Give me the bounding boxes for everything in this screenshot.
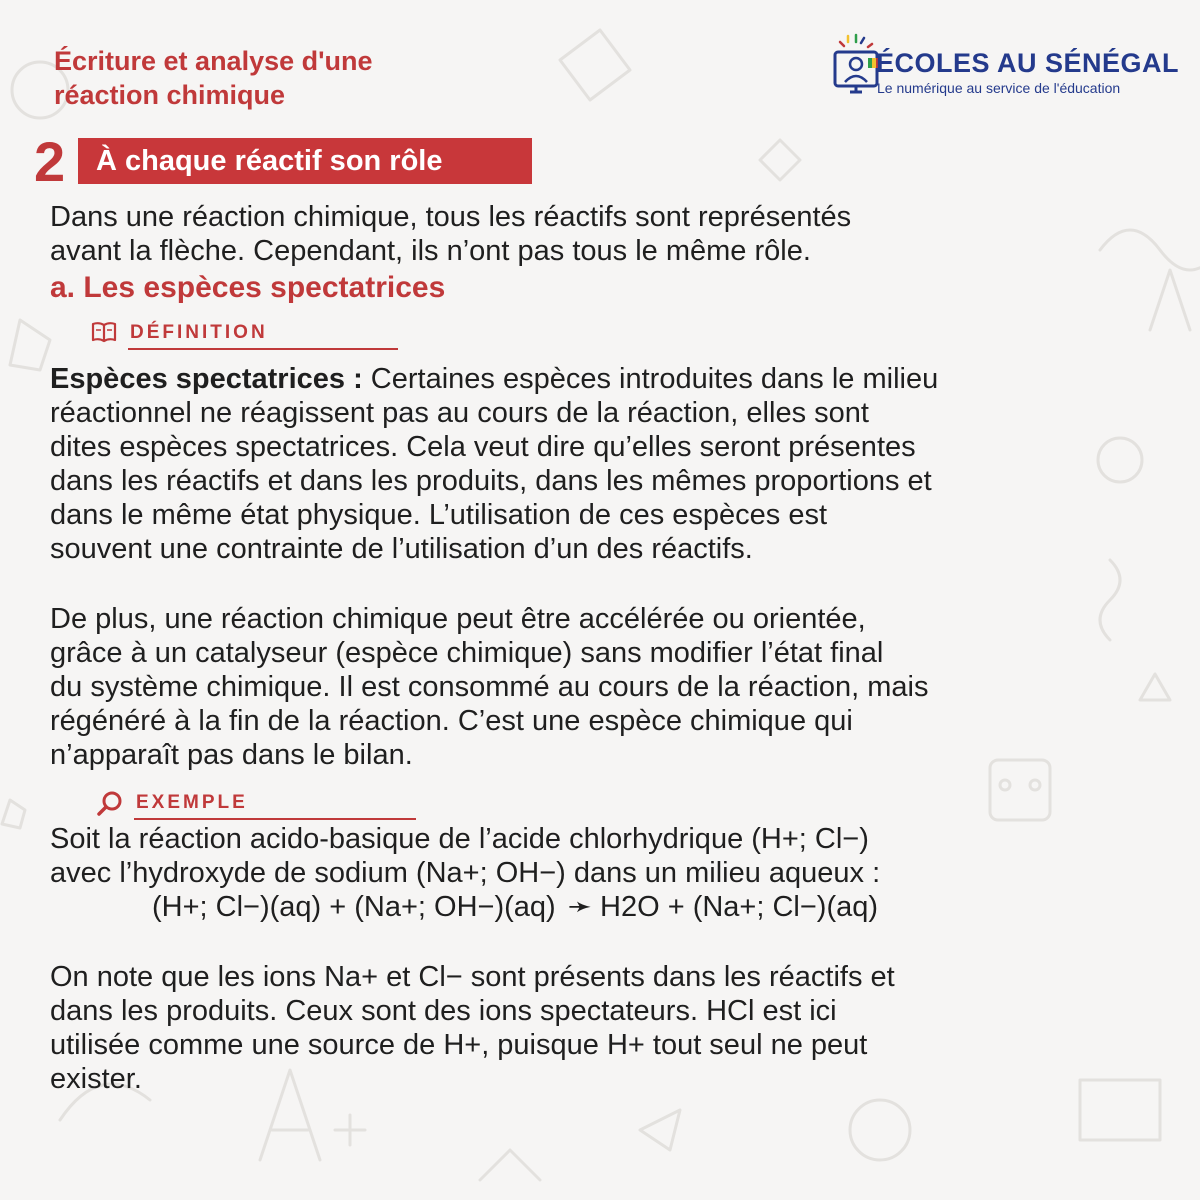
topic-title-line-1: Écriture et analyse d'une bbox=[54, 46, 373, 76]
reaction-arrow-icon: ➛ bbox=[567, 891, 593, 923]
definition-label: DÉFINITION bbox=[130, 322, 268, 343]
example-label: EXEMPLE bbox=[136, 792, 248, 813]
intro-line: avant la flèche. Cependant, ils n’ont pas tous le même rôle. bbox=[50, 235, 811, 267]
magnifier-icon bbox=[96, 790, 124, 818]
note-paragraph bbox=[50, 960, 1160, 1096]
intro-paragraph bbox=[50, 200, 1160, 268]
catalyst-line: du système chimique. Il est consommé au cours de la réaction, mais bbox=[50, 671, 929, 703]
definition-term: Espèces spectatrices : bbox=[50, 363, 363, 395]
catalyst-line: De plus, une réaction chimique peut être accélérée ou orientée, bbox=[50, 603, 866, 635]
definition-line: dans le même état physique. L’utilisation de ces espèces est bbox=[50, 499, 828, 531]
catalyst-paragraph bbox=[50, 602, 1160, 772]
note-line: On note que les ions Na+ et Cl− sont présents dans les réactifs et bbox=[50, 961, 895, 993]
brand-tagline: Le numérique au service de l'éducation bbox=[877, 80, 1121, 96]
definition-line: dites espèces spectatrices. Cela veut dire qu’elles seront présentes bbox=[50, 431, 916, 463]
definition-line: réactionnel ne réagissent pas au cours de la réaction, elles sont bbox=[50, 397, 869, 429]
note-line: exister. bbox=[50, 1063, 142, 1095]
definition-underline bbox=[128, 348, 398, 350]
intro-line: Dans une réaction chimique, tous les réactifs sont représentés bbox=[50, 201, 852, 233]
note-line: dans les produits. Ceux sont des ions spectateurs. HCl est ici bbox=[50, 995, 837, 1027]
computer-student-icon bbox=[832, 30, 880, 104]
brand-logo bbox=[832, 30, 1180, 104]
equation-products: H2O + (Na+; Cl−)(aq) bbox=[600, 891, 879, 923]
example-line: avec l’hydroxyde de sodium (Na+; OH−) dans un milieu aqueux : bbox=[50, 857, 881, 889]
subsection-heading: a. Les espèces spectatrices bbox=[50, 271, 446, 304]
topic-title bbox=[54, 44, 373, 112]
example-underline bbox=[134, 818, 416, 820]
equation-reactants: (H+; Cl−)(aq) + (Na+; OH−)(aq) bbox=[152, 891, 556, 923]
chemical-equation bbox=[152, 890, 878, 924]
book-icon bbox=[90, 320, 118, 344]
note-line: utilisée comme une source de H+, puisque H+ tout seul ne peut bbox=[50, 1029, 868, 1061]
catalyst-line: régénéré à la fin de la réaction. C’est une espèce chimique qui bbox=[50, 705, 853, 737]
brand-name: ÉCOLES AU SÉNÉGAL bbox=[876, 48, 1180, 78]
topic-title-line-2: réaction chimique bbox=[54, 80, 286, 110]
example-paragraph bbox=[50, 822, 1160, 890]
definition-paragraph bbox=[50, 362, 1160, 566]
definition-line bbox=[50, 362, 1160, 396]
definition-line: dans les réactifs et dans les produits, dans les mêmes proportions et bbox=[50, 465, 932, 497]
section-number: 2 bbox=[34, 130, 66, 193]
definition-line: souvent une contrainte de l’utilisation d’un des réactifs. bbox=[50, 533, 753, 565]
example-line: Soit la réaction acido-basique de l’acide chlorhydrique (H+; Cl−) bbox=[50, 823, 869, 855]
catalyst-line: grâce à un catalyseur (espèce chimique) sans modifier l’état final bbox=[50, 637, 884, 669]
catalyst-line: n’apparaît pas dans le bilan. bbox=[50, 739, 413, 771]
section-title: À chaque réactif son rôle bbox=[78, 138, 532, 184]
definition-text: Certaines espèces introduites dans le milieu bbox=[362, 363, 939, 395]
